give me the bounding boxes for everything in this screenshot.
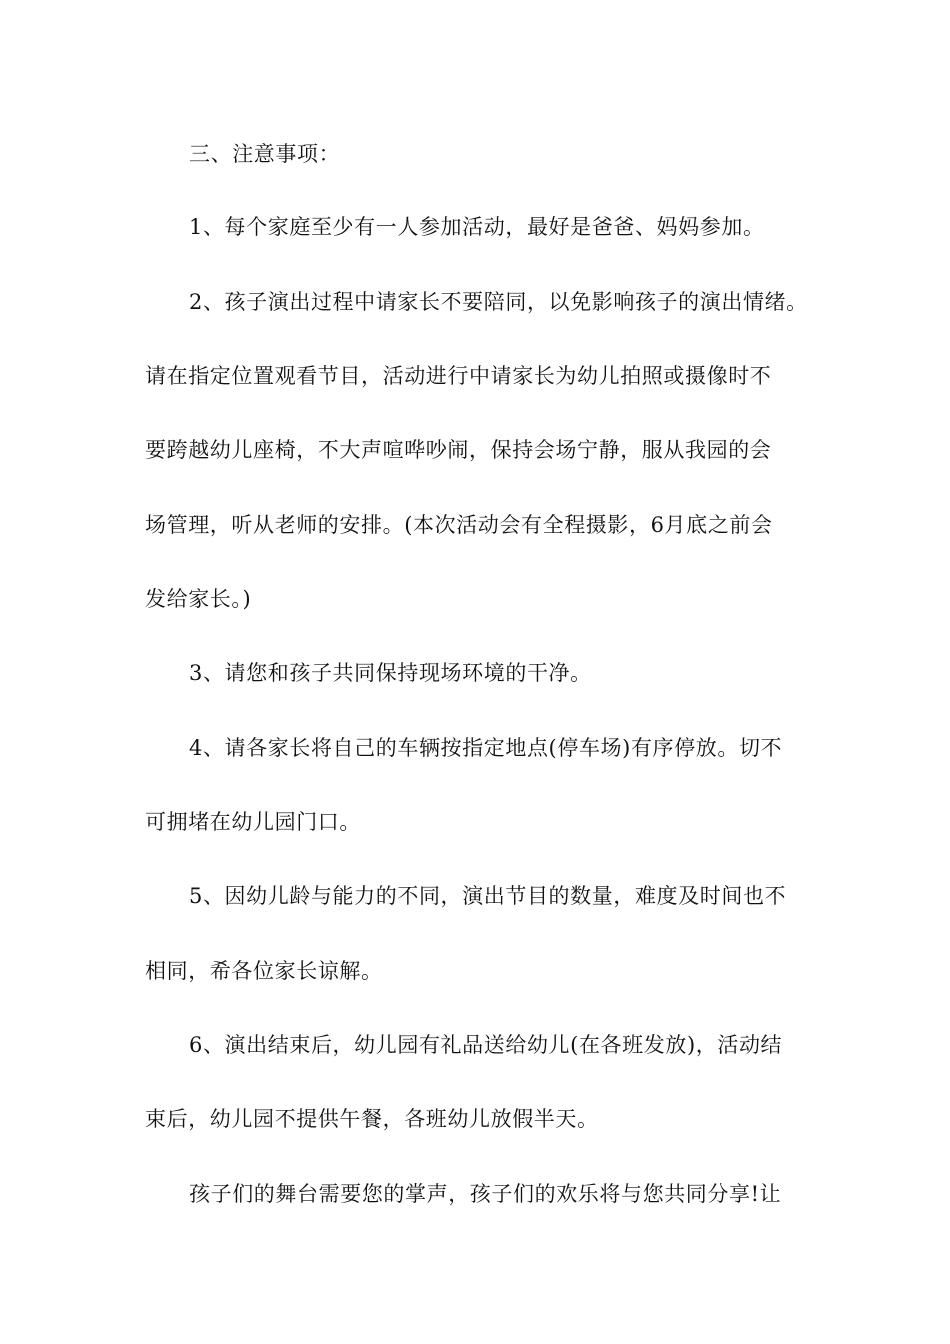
notice-item-2-line-3: 要跨越幼儿座椅，不大声喧哗吵闹，保持会场宁静，服从我园的会 [145,438,772,462]
notice-item-2-line-2: 请在指定位置观看节目，活动进行中请家长为幼儿拍照或摄像时不 [145,364,772,388]
notice-item-2-line-4: 场管理，听从老师的安排。(本次活动会有全程摄影，6月底之前会 [145,513,773,537]
notice-item-6-line-2: 束后，幼儿园不提供午餐，各班幼儿放假半天。 [145,1107,599,1131]
notice-item-3: 3、请您和孩子共同保持现场环境的干净。 [189,661,592,685]
notice-item-4-line-2: 可拥堵在幼儿园门口。 [145,810,361,834]
notice-item-4-line-1: 4、请各家长将自己的车辆按指定地点(停车场)有序停放。切不 [189,736,783,760]
notice-item-5-line-1: 5、因幼儿龄与能力的不同，演出节目的数量，难度及时间也不 [189,884,787,908]
notice-item-5-line-2: 相同，希各位家长谅解。 [145,959,383,983]
notice-item-2-line-1: 2、孩子演出过程中请家长不要陪同，以免影响孩子的演出情绪。 [189,290,808,314]
notice-item-1: 1、每个家庭至少有一人参加活动，最好是爸爸、妈妈参加。 [189,215,765,239]
closing-paragraph-line-1: 孩子们的舞台需要您的掌声，孩子们的欢乐将与您共同分享!让 [189,1182,782,1206]
notice-item-2-line-5: 发给家长。) [145,587,252,611]
notice-item-6-line-1: 6、演出结束后，幼儿园有礼品送给幼儿(在各班发放)，活动结 [189,1033,783,1057]
section-heading: 三、注意事项： [189,142,341,166]
